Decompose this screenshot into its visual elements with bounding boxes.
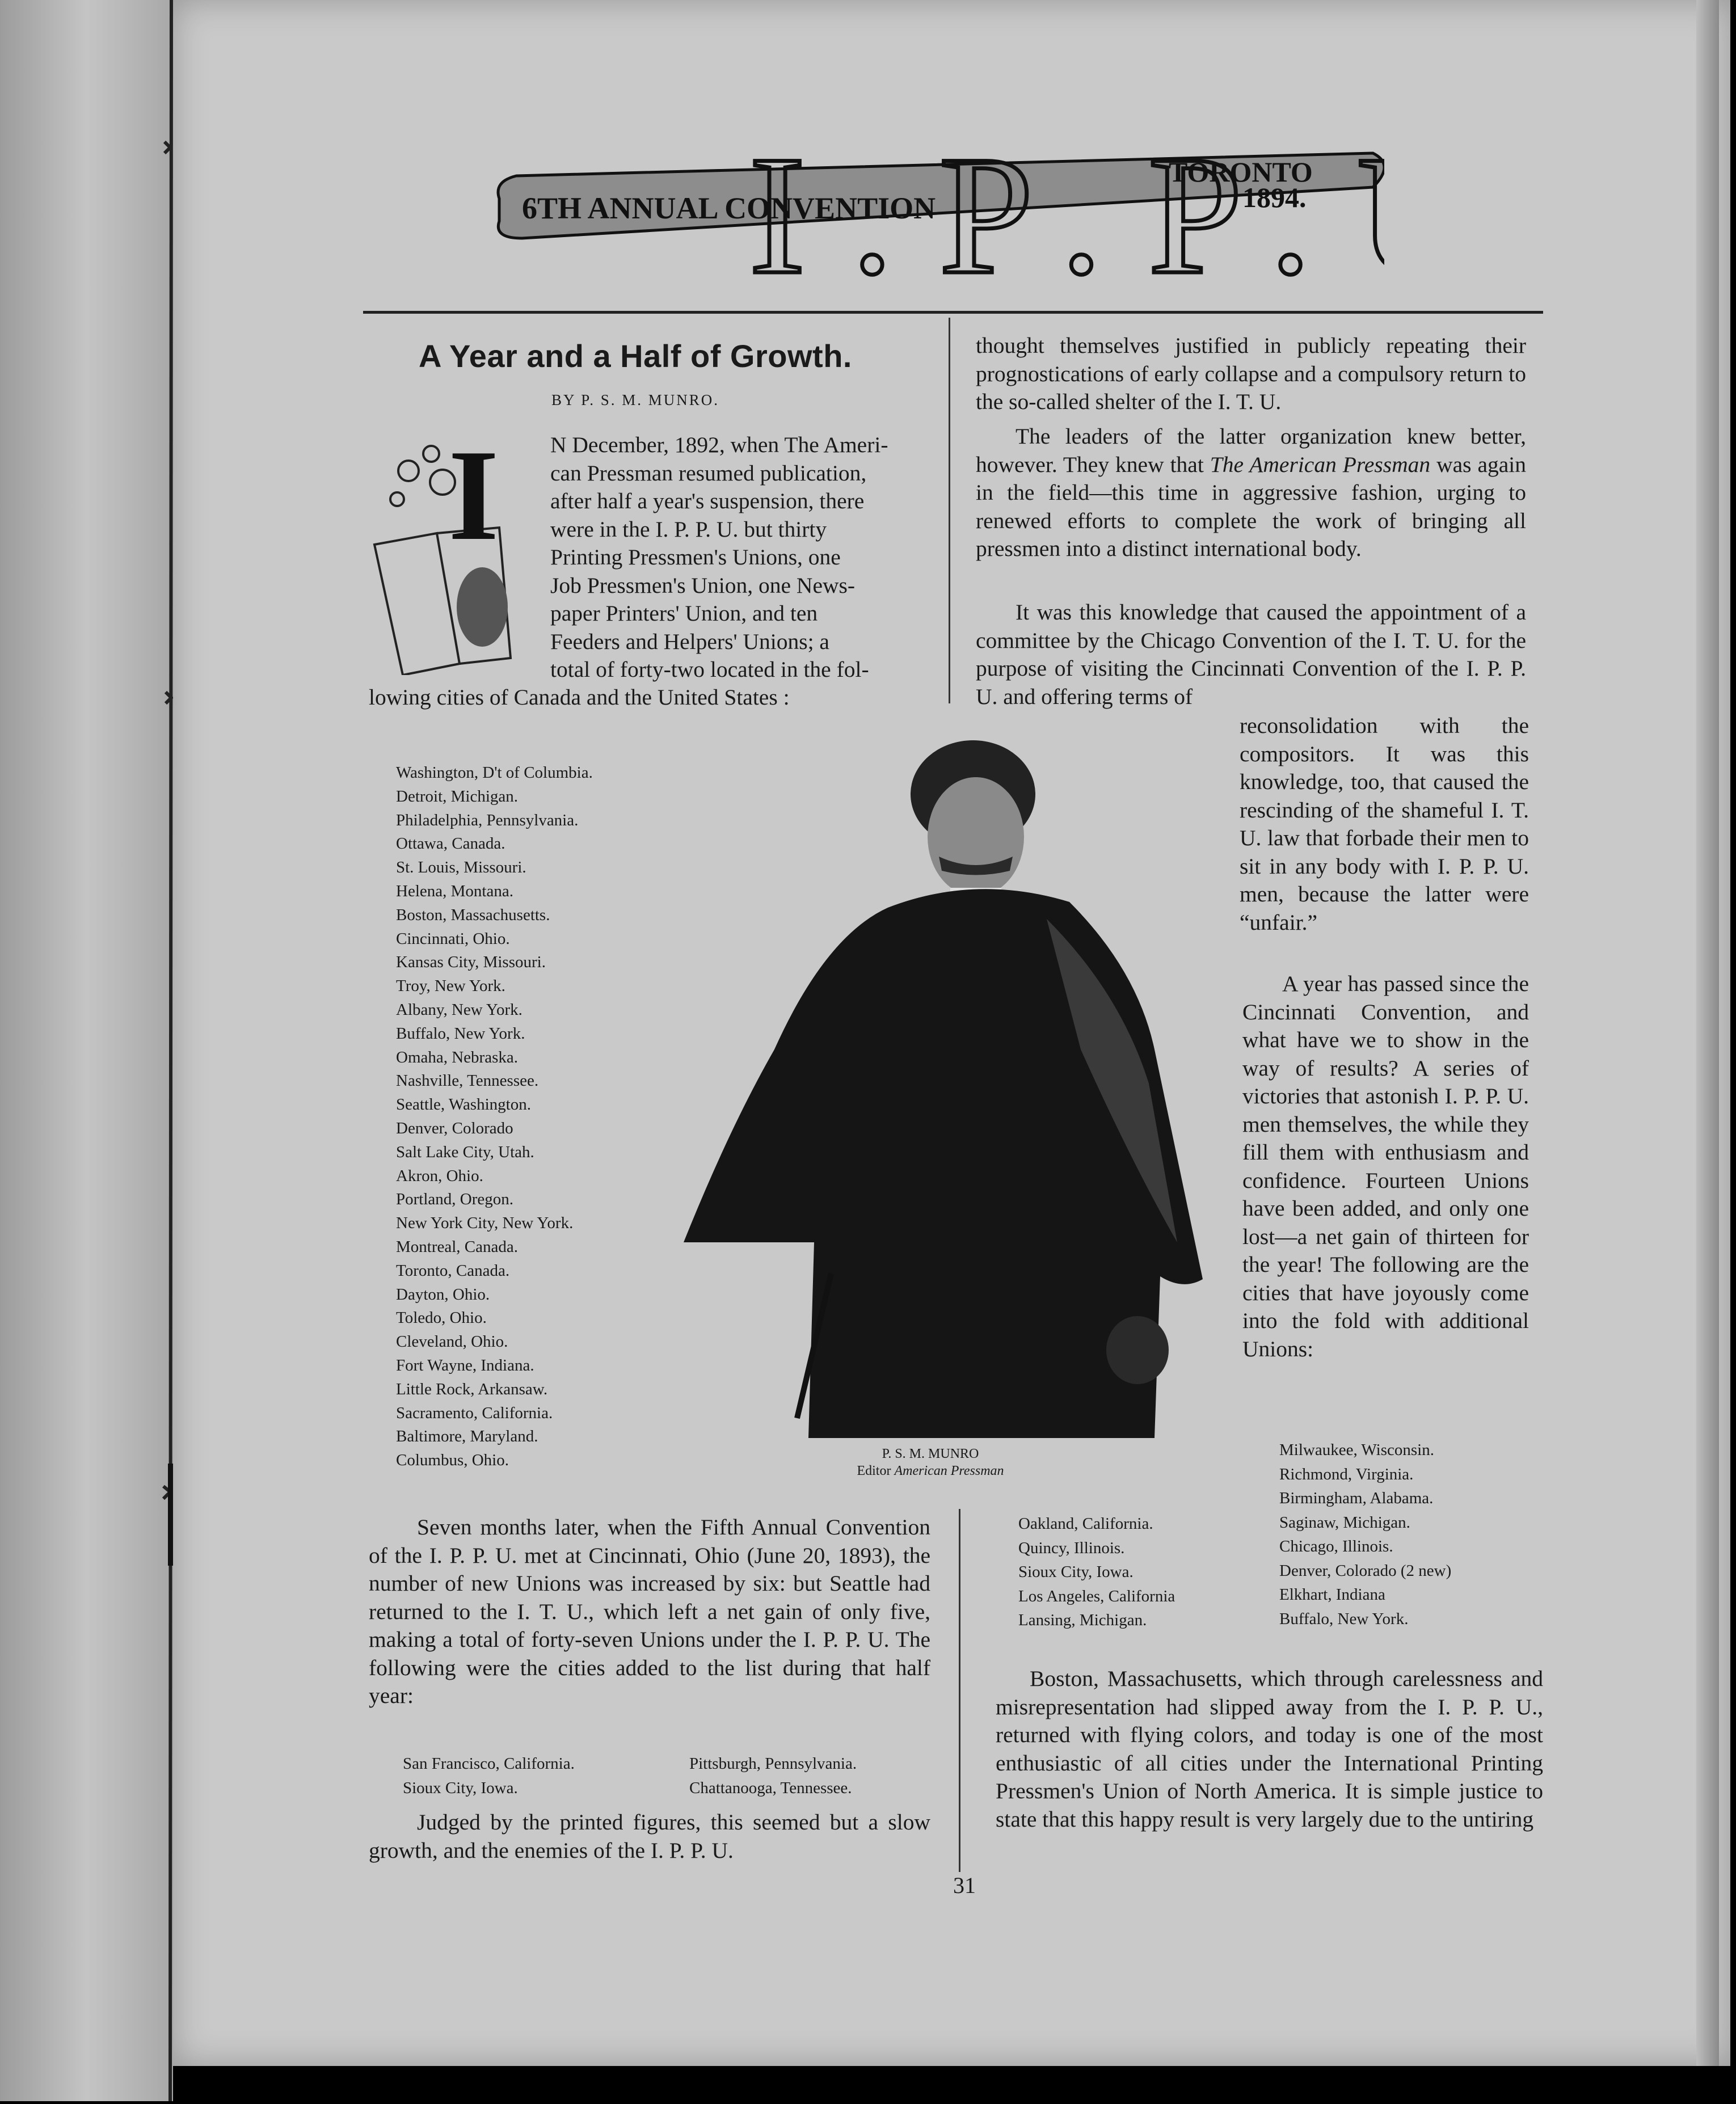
intro-line-2: can Pressman resumed publication, xyxy=(550,460,867,486)
intro-line-3: after half a year's suspension, there xyxy=(550,488,865,513)
new-cities-left xyxy=(1018,1512,1175,1633)
article-byline: BY P. S. M. MUNRO. xyxy=(551,391,720,408)
city-item: Helena, Montana. xyxy=(396,882,513,900)
intro-line-9: total of forty-two located in the fol- xyxy=(550,657,869,682)
city-item: Little Rock, Arkansaw. xyxy=(396,1380,548,1398)
binding-stitches xyxy=(0,0,173,2101)
banner-year: 1894. xyxy=(1242,182,1307,213)
city-item: Chattanooga, Tennessee. xyxy=(689,1778,852,1797)
city-item: Omaha, Nebraska. xyxy=(396,1048,518,1066)
city-item: Denver, Colorado (2 new) xyxy=(1279,1561,1452,1580)
city-item: Portland, Oregon. xyxy=(396,1190,513,1209)
city-item: Birmingham, Alabama. xyxy=(1279,1489,1434,1507)
city-item: Philadelphia, Pennsylvania. xyxy=(396,811,579,829)
city-item: Columbus, Ohio. xyxy=(396,1451,509,1470)
city-item: Richmond, Virginia. xyxy=(1279,1465,1414,1483)
city-item: New York City, New York. xyxy=(396,1214,574,1233)
city-item: Fort Wayne, Indiana. xyxy=(396,1356,534,1374)
city-item: Troy, New York. xyxy=(396,977,505,996)
intro-line-4: were in the I. P. P. U. but thirty xyxy=(550,516,827,542)
city-item: Toronto, Canada. xyxy=(396,1261,510,1280)
intro-line-6: Job Pressmen's Union, one News- xyxy=(550,572,856,598)
city-item: Washington, D't of Columbia. xyxy=(396,764,593,782)
city-item: Milwaukee, Wisconsin. xyxy=(1279,1441,1434,1459)
city-item: Ottawa, Canada. xyxy=(396,834,505,853)
portrait-graphic xyxy=(684,732,1211,1438)
city-item: Saginaw, Michigan. xyxy=(1279,1513,1410,1532)
city-item: Kansas City, Missouri. xyxy=(396,953,546,972)
header-rule xyxy=(363,311,1543,314)
city-item: Detroit, Michigan. xyxy=(396,787,519,806)
convention-paragraph: Seven months later, when the Fifth Annual Convention of the I. P. P. U. met at Cincinnati, Ohio (June 20, 1893), the number of new Unions was increased by six: but Seattle had returned to the I. T. U., which left a net gain of only five, making a total of forty-seven Unions under the I. P. P. U. The following were the cities added to the list during that half year: xyxy=(369,1515,930,1708)
drop-cap-illustration xyxy=(369,420,533,675)
portrait-caption xyxy=(828,1445,1033,1479)
boston-paragraph: Boston, Massachusetts, which through carelessness and misrepresentation had slipped away from the I. P. P. U., returned with flying colors, and today is one of the most enthusiastic of all cities under the International Printing Pressmen's Union of North America. It is simple justice to state that this happy result is very largely due to the untiring xyxy=(996,1666,1543,1832)
city-item: Albany, New York. xyxy=(396,1000,523,1019)
drop-cap-letter: I xyxy=(448,423,499,567)
city-item: Buffalo, New York. xyxy=(1279,1609,1409,1628)
city-item: Quincy, Illinois. xyxy=(1018,1538,1125,1557)
intro-line-1: N December, 1892, when The Ameri- xyxy=(550,432,888,457)
city-item: Oakland, California. xyxy=(1018,1515,1153,1533)
growth-paragraph: Judged by the printed figures, this seemed but a slow growth, and the enemies of the I. P. P. U. xyxy=(369,1810,930,1863)
banner-monogram: I.P.P. xyxy=(749,130,1358,301)
cities-added-col1 xyxy=(403,1752,575,1800)
city-item: Elkhart, Indiana xyxy=(1279,1586,1385,1604)
convention-banner xyxy=(488,130,1384,301)
city-item: Sacramento, California. xyxy=(396,1403,553,1422)
munro-portrait xyxy=(684,732,1211,1438)
article-title: A Year and a Half of Growth. xyxy=(419,338,852,374)
column-divider-top xyxy=(949,318,950,703)
new-cities-right xyxy=(1279,1438,1451,1631)
leaders-paragraph: The leaders of the latter organization knew better, however. They knew that The American Pressman was again in the field—this time in aggressive fashion, urging to renewed efforts to complete the work of bringing all pressmen into a distinct international body. xyxy=(976,424,1527,561)
city-item: Seattle, Washington. xyxy=(396,1095,531,1114)
drop-cap-graphic xyxy=(369,420,533,675)
city-item: Nashville, Tennessee. xyxy=(396,1072,539,1090)
city-item: Cincinnati, Ohio. xyxy=(396,929,510,948)
caption-name: P. S. M. MUNRO xyxy=(882,1447,979,1461)
intro-paragraph xyxy=(550,431,919,684)
city-item: Akron, Ohio. xyxy=(396,1166,483,1185)
caption-role: Editor American Pressman xyxy=(857,1464,1004,1478)
committee-paragraph-narrow: reconsolidation with the compositors. It was this knowledge, too, that caused the rescinding of the shameful I. T. U. law that forbade their men to sit in any body with I. P. P. U. men, because the latter were “unfair.” xyxy=(1240,713,1529,935)
intro-line-8: Feeders and Helpers' Unions; a xyxy=(550,629,829,654)
city-item: St. Louis, Missouri. xyxy=(396,858,526,877)
city-item: Montreal, Canada. xyxy=(396,1237,519,1256)
city-item: Sioux City, Iowa. xyxy=(1018,1563,1134,1581)
city-item: Salt Lake City, Utah. xyxy=(396,1142,534,1161)
intro-line-7: paper Printers' Union, and ten xyxy=(550,601,818,626)
banner-toronto: TORONTO xyxy=(1169,156,1313,188)
city-item: Los Angeles, California xyxy=(1018,1587,1175,1605)
page-number: 31 xyxy=(953,1873,976,1898)
city-item: Cleveland, Ohio. xyxy=(396,1333,508,1351)
intro-line-5: Printing Pressmen's Unions, one xyxy=(550,545,841,570)
city-item: Baltimore, Maryland. xyxy=(396,1427,538,1446)
page-right-edge xyxy=(1696,0,1719,2066)
banner-graphic xyxy=(488,130,1384,301)
banner-left-text: 6TH ANNUAL CONVENTION xyxy=(522,191,936,225)
city-item: Dayton, Ohio. xyxy=(396,1285,490,1304)
cities-added-col2 xyxy=(689,1752,857,1800)
city-item: Buffalo, New York. xyxy=(396,1024,525,1043)
city-item: Lansing, Michigan. xyxy=(1018,1611,1147,1629)
results-paragraph: A year has passed since the Cincinnati Convention, and what have we to show in the way of results? A series of victories that astonish I. P. P. U. men themselves, the while they fill them with enthusiasm and confidence. Fourteen Unions have been added, and only one lost—a net gain of thirteen for the year! The following are the cities that have joyously come into the fold with additional Unions: xyxy=(1242,971,1529,1361)
prognostications-paragraph: thought themselves justified in publicly repeating their prognostications of early collapse and a compulsory return to the so-called shelter of the I. T. U. xyxy=(976,333,1526,414)
city-item: Boston, Massachusetts. xyxy=(396,905,550,924)
intro-last-line: lowing cities of Canada and the United States : xyxy=(369,685,790,710)
city-item: San Francisco, California. xyxy=(403,1755,575,1773)
initial-cities-list xyxy=(396,761,593,1473)
city-item: Denver, Colorado xyxy=(396,1119,513,1137)
column-divider-bottom xyxy=(959,1509,960,1872)
city-item: Sioux City, Iowa. xyxy=(403,1778,518,1797)
previous-page-edge xyxy=(0,0,173,2101)
committee-paragraph-wide: It was this knowledge that caused the appointment of a committee by the Chicago Convention of the I. T. U. for the purpose of visiting the Cincinnati Convention of the I. P. P. U. and offering terms of xyxy=(976,600,1526,709)
city-item: Toledo, Ohio. xyxy=(396,1309,487,1327)
city-item: Pittsburgh, Pennsylvania. xyxy=(689,1755,857,1773)
city-item: Chicago, Illinois. xyxy=(1279,1537,1393,1555)
